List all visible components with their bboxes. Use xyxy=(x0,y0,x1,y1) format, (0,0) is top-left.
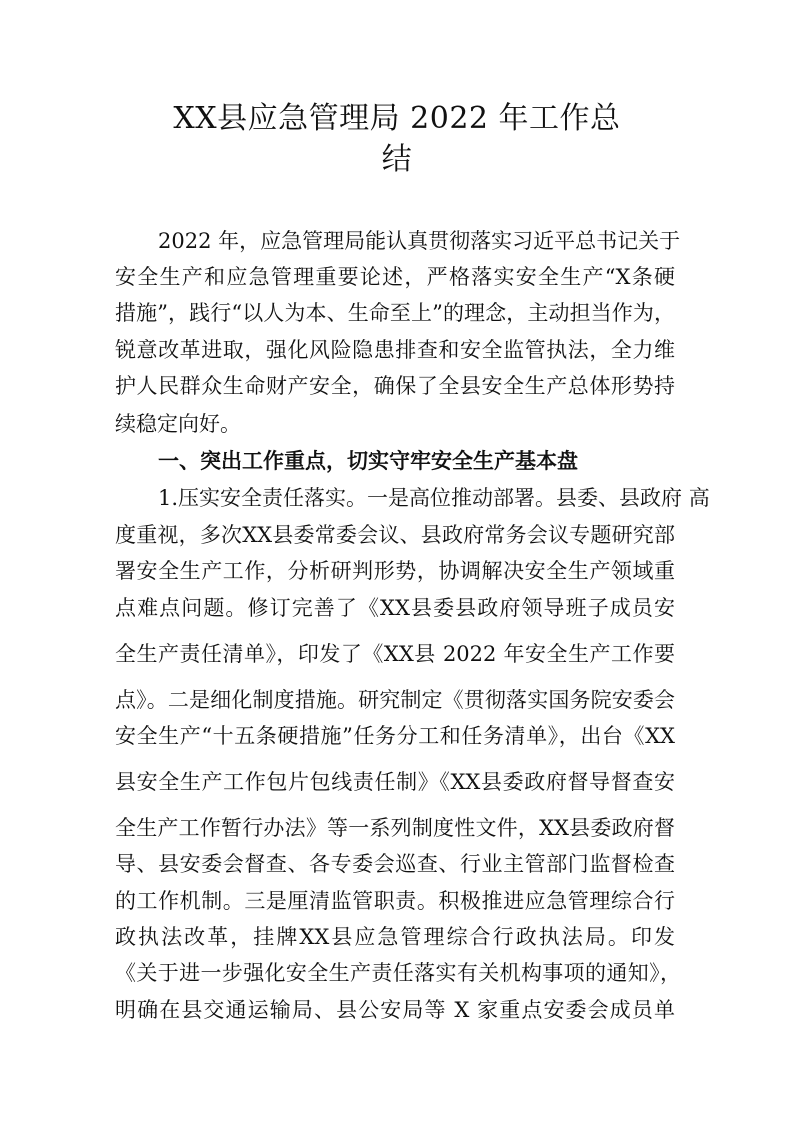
intro-line-3: 措施”，践行“以人为本、生命至上”的理念，主动担当作为， xyxy=(115,301,675,325)
section-line-4: 点难点问题。修订完善了《XX县委县政府领导班子成员安 xyxy=(115,596,675,620)
section-line-12: 政执法改革，挂牌XX县应急管理综合行政执法局。印发 xyxy=(115,925,675,949)
section-line-11: 的工作机制。三是厘清监管职责。积极推进应急管理综合行 xyxy=(115,889,675,913)
section-line-7: 安全生产“十五条硬措施”任务分工和任务清单》，出台《XX xyxy=(115,724,675,748)
intro-line-4: 锐意改革进取，强化风险隐患排查和安全监管执法，全力维 xyxy=(115,338,675,362)
section-line-9: 全生产工作暂行办法》等一系列制度性文件，XX县委政府督 xyxy=(115,816,675,840)
section-line-8: 县安全生产工作包片包线责任制》《XX县委政府督导督查安 xyxy=(115,770,675,794)
section-heading: 一、突出工作重点，切实守牢安全生产基本盘 xyxy=(158,448,578,473)
section-line-2: 度重视，多次XX县委常委会议、县政府常务会议专题研究部 xyxy=(115,523,675,547)
section-line-14: 明确在县交通运输局、县公安局等 X 家重点安委会成员单 xyxy=(115,998,675,1022)
section-line-1: 1.压实安全责任落实。一是高位推动部署。县委、县政府 高 xyxy=(158,486,710,510)
intro-line-1: 2022 年，应急管理局能认真贯彻落实习近平总书记关于 xyxy=(158,229,681,253)
section-line-10: 导、县安委会督查、各专委会巡查、行业主管部门监督检查 xyxy=(115,852,675,876)
intro-line-6: 续稳定向好。 xyxy=(115,412,241,436)
section-line-6: 点》。二是细化制度措施。研究制定《贯彻落实国务院安委会 xyxy=(115,688,675,712)
document-title-line-2: 结 xyxy=(381,142,413,177)
intro-line-2: 安全生产和应急管理重要论述，严格落实安全生产“X条硬 xyxy=(115,265,675,289)
section-line-5: 全生产责任清单》，印发了《XX县 2022 年安全生产工作要 xyxy=(115,642,675,666)
section-line-13: 《关于进一步强化安全生产责任落实有关机构事项的通知》， xyxy=(115,961,681,985)
document-title-line-1: XX县应急管理局 2022 年工作总 xyxy=(173,101,621,136)
section-line-3: 署安全生产工作，分析研判形势，协调解决安全生产领域重 xyxy=(115,559,675,583)
intro-line-5: 护人民群众生命财产安全，确保了全县安全生产总体形势持 xyxy=(115,374,675,398)
